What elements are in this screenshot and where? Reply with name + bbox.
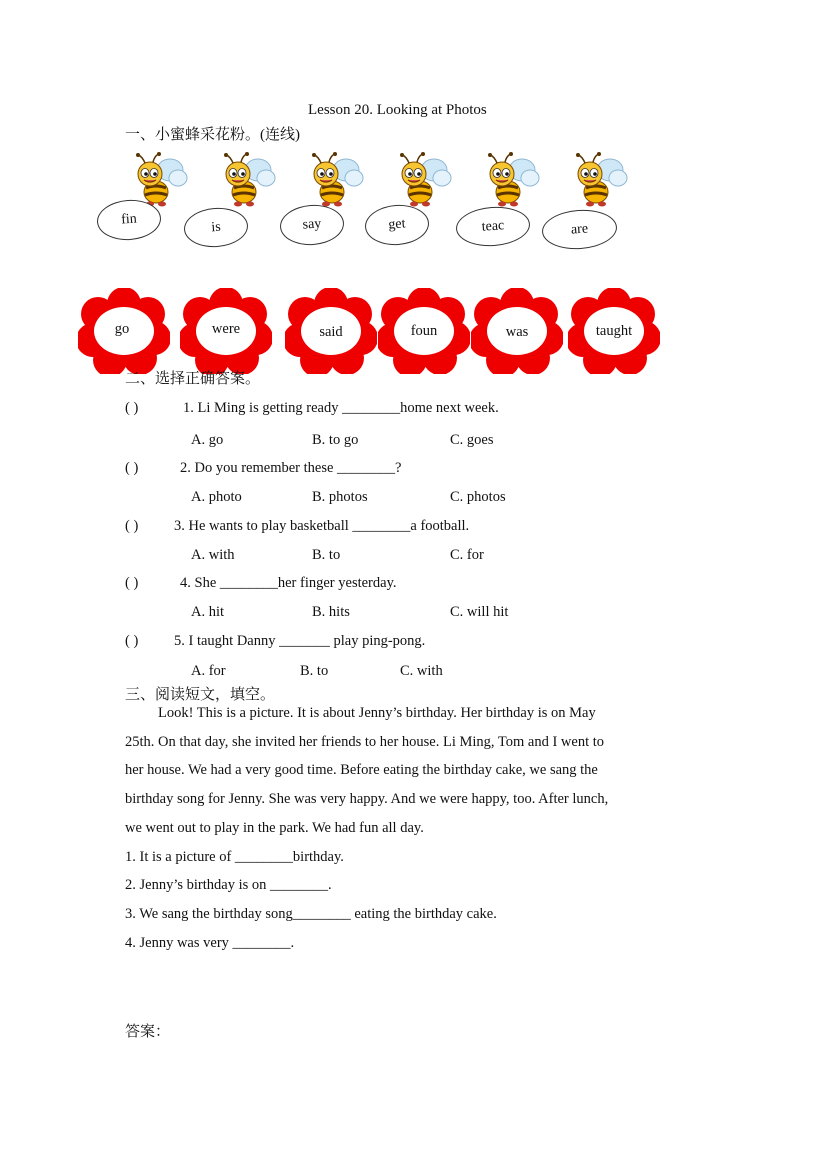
option-c[interactable]: C. for — [450, 547, 484, 563]
question-text: 2. Do you remember these ________? — [180, 460, 402, 476]
option-a[interactable]: A. go — [191, 432, 224, 448]
bee-word-oval[interactable]: get — [364, 203, 431, 247]
option-a[interactable]: A. with — [191, 547, 235, 563]
option-a[interactable]: A. hit — [191, 604, 225, 620]
question-text: 5. I taught Danny _______ play ping-pong. — [174, 633, 426, 649]
bee-icon — [482, 152, 542, 208]
flower[interactable] — [378, 288, 470, 374]
bee-icon — [570, 152, 630, 208]
bee-icon — [218, 152, 278, 208]
section2-heading: 二、选择正确答案。 — [125, 371, 261, 387]
option-b[interactable]: B. to — [312, 547, 341, 563]
option-b[interactable]: B. photos — [312, 489, 368, 505]
bee-icon — [306, 152, 366, 208]
flower-word: foun — [410, 322, 438, 339]
flower[interactable] — [471, 288, 563, 374]
flower-word: go — [114, 320, 130, 337]
flower-word: taught — [595, 322, 633, 339]
fill-question[interactable]: 1. It is a picture of ________birthday. — [125, 849, 344, 865]
fill-question[interactable]: 4. Jenny was very ________. — [125, 935, 295, 951]
passage-line: birthday song for Jenny. She was very happy. And we were happy, too. After lunch, — [125, 791, 609, 807]
answer-paren[interactable]: ( ) — [125, 400, 139, 416]
question-text: 3. He wants to play basketball ________a football. — [174, 518, 470, 534]
flower-word: said — [319, 323, 343, 340]
answer-paren[interactable]: ( ) — [125, 460, 139, 476]
bee-word-oval[interactable]: say — [279, 203, 346, 247]
flower-word: were — [211, 320, 241, 337]
bee-word-oval[interactable]: teac — [455, 204, 532, 248]
fill-question[interactable]: 3. We sang the birthday song________ eating the birthday cake. — [125, 906, 497, 922]
flower[interactable] — [285, 288, 377, 374]
question-text: 1. Li Ming is getting ready ________home next week. — [183, 400, 499, 416]
bee-icon — [394, 152, 454, 208]
bee-word-oval[interactable]: is — [183, 206, 250, 249]
question-text: 4. She ________her finger yesterday. — [180, 575, 397, 591]
passage-line: her house. We had a very good time. Before eating the birthday cake, we sang the — [125, 762, 598, 778]
answer-paren[interactable]: ( ) — [125, 575, 139, 591]
answer-paren[interactable]: ( ) — [125, 633, 139, 649]
option-c[interactable]: C. will hit — [450, 604, 509, 620]
bee-word-oval[interactable]: are — [541, 207, 619, 251]
option-a[interactable]: A. photo — [191, 489, 242, 505]
flower[interactable] — [568, 288, 660, 374]
passage-line: 25th. On that day, she invited her friends to her house. Li Ming, Tom and I went to — [125, 734, 605, 750]
flower-word: was — [505, 323, 529, 340]
option-b[interactable]: B. to go — [312, 432, 359, 448]
section3-heading: 三、阅读短文，填空。 — [125, 687, 276, 703]
answers-label: 答案： — [125, 1024, 171, 1040]
passage-line: we went out to play in the park. We had fun all day. — [125, 820, 424, 836]
bee-word-oval[interactable]: fin — [96, 198, 163, 242]
option-c[interactable]: C. with — [400, 663, 443, 679]
flower[interactable] — [180, 288, 272, 374]
passage-line: Look! This is a picture. It is about Jenny’s birthday. Her birthday is on May — [158, 705, 596, 721]
option-b[interactable]: B. to — [300, 663, 329, 679]
option-c[interactable]: C. goes — [450, 432, 494, 448]
answer-paren[interactable]: ( ) — [125, 518, 139, 534]
fill-question[interactable]: 2. Jenny’s birthday is on ________. — [125, 877, 332, 893]
option-a[interactable]: A. for — [191, 663, 226, 679]
page-title: Lesson 20. Looking at Photos — [308, 102, 487, 118]
flower[interactable] — [78, 288, 170, 374]
option-c[interactable]: C. photos — [450, 489, 506, 505]
option-b[interactable]: B. hits — [312, 604, 350, 620]
section1-heading: 一、小蜜蜂采花粉。(连线) — [125, 127, 300, 143]
